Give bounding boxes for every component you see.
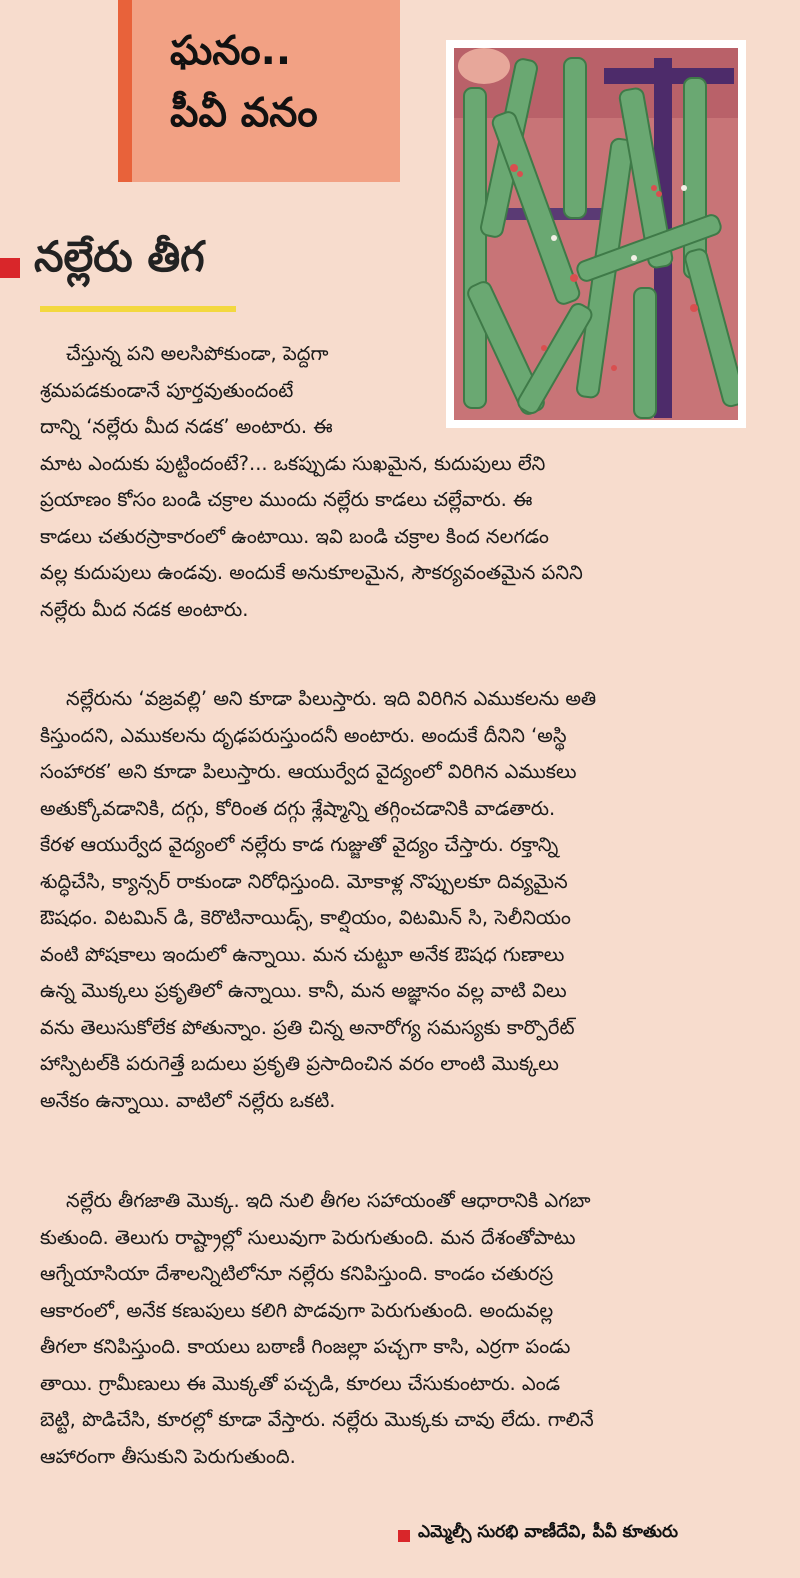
title-line-2: పీవీ వనం (170, 90, 318, 136)
page-title (170, 20, 400, 144)
paragraph-line: బెట్టి, పొడిచేసి, కూరల్లో కూడా వేస్తారు. నల్లేరు మొక్కకు చావు లేదు. గాలినే (40, 1408, 594, 1431)
subheading: నల్లేరు తీగ (34, 232, 205, 281)
paragraph-line: ఆహారంగా తీసుకుని పెరుగుతుంది. (40, 1444, 296, 1468)
paragraph-line: వను తెలుసుకోలేక పోతున్నాం. ప్రతి చిన్న అనారోగ్య సమస్యకు కార్పొరేట్ (40, 1015, 575, 1039)
paragraph-line: ఆకారంలో, అనేక కణుపులు కలిగి పొడవుగా పెరుగుతుంది. అందువల్ల (40, 1298, 554, 1322)
paragraph-line: తీగలా కనిపిస్తుంది. కాయలు బఠాణీ గింజల్లా పచ్చగా కాసి, ఎర్రగా పండు (40, 1335, 571, 1358)
paragraph-line: కిస్తుందని, ఎముకలను దృఢపరుస్తుందనీ అంటారు. అందుకే దీనిని ‘అస్థి (40, 723, 567, 747)
paragraph-line: నల్లేరును ‘వజ్రవల్లి’ అని కూడా పిలుస్తారు. ఇది విరిగిన ఎముకలను అతి (66, 687, 597, 710)
paragraph-line: నల్లేరు తీగజాతి మొక్క. ఇది నులి తీగల సహాయంతో ఆధారానికి ఎగబా (66, 1189, 591, 1212)
paragraph-line: దాన్ని ‘నల్లేరు మీద నడక’ అంటారు. ఈ (40, 415, 333, 438)
paragraph-2 (40, 681, 596, 1119)
header-accent-bar (118, 0, 132, 182)
paragraph-line: కేరళ ఆయుర్వేద వైద్యంలో నల్లేరు కాడ గుజ్జుతో వైద్యం చేస్తారు. రక్తాన్ని (40, 833, 559, 856)
paragraph-line: ప్రయాణం కోసం బండి చక్రాల ముందు నల్లేరు కాడలు చల్లేవారు. ఈ (40, 488, 533, 511)
paragraph-line: కుతుంది. తెలుగు రాష్ట్రాల్లో సులువుగా పెరుగుతుంది. మన దేశంతోపాటు (40, 1225, 576, 1249)
paragraph-line: ఉన్న మొక్కలు ప్రకృతిలో ఉన్నాయి. కానీ, మన అజ్ఞానం వల్ల వాటి విలు (40, 979, 567, 1002)
paragraph-3 (40, 1183, 594, 1475)
paragraph-line: కాడలు చతురస్రాకారంలో ఉంటాయి. ఇవి బండి చక్రాల కింద నలగడం (40, 524, 549, 548)
subheading-marker (0, 258, 20, 278)
paragraph-line: వంటి పోషకాలు ఇందులో ఉన్నాయి. మన చుట్టూ అనేక ఔషధ గుణాలు (40, 942, 565, 966)
subheading-underline (40, 306, 236, 312)
paragraph-line: శ్రమపడకుండానే పూర్తవుతుందంటే (40, 378, 294, 402)
paragraph-line: మాట ఎందుకు పుట్టిందంటే?... ఒకప్పుడు సుఖమైన, కుదుపులు లేని (40, 451, 546, 475)
paragraph-line: సంహారక’ అని కూడా పిలుస్తారు. ఆయుర్వేద వైద్యంలో విరిగిన ఎముకలు (40, 760, 577, 783)
paragraph-line: నల్లేరు మీద నడక అంటారు. (40, 597, 249, 621)
title-line-1: ఘనం.. (170, 28, 292, 74)
paragraph-line: అనేకం ఉన్నాయి. వాటిలో నల్లేరు ఒకటి. (40, 1088, 336, 1112)
paragraph-line: శుద్ధిచేసి, క్యాన్సర్ రాకుండా నిరోధిస్తుంది. మోకాళ్ల నొప్పులకూ దివ్యమైన (40, 869, 568, 893)
paragraph-line: ఆగ్నేయాసియా దేశాలన్నిటిలోనూ నల్లేరు కనిపిస్తుంది. కాండం చతురస్ర (40, 1262, 554, 1285)
paragraph-line: తాయి. గ్రామీణులు ఈ మొక్కతో పచ్చడి, కూరలు చేసుకుంటారు. ఎండ (40, 1371, 561, 1395)
byline-marker (398, 1530, 410, 1542)
paragraph-line: అతుక్కోవడానికి, దగ్గు, కోరింత దగ్గు శ్లేష్మాన్ని తగ్గించడానికి వాడతారు. (40, 796, 556, 820)
paragraph-line: వల్ల కుదుపులు ఉండవు. అందుకే అనుకూలమైన, సౌకర్యవంతమైన పనిని (40, 561, 583, 584)
byline: ఎమ్మెల్సీ సురభి వాణీదేవి, పీవీ కూతురు (418, 1522, 678, 1542)
paragraph-line: చేస్తున్న పని అలసిపోకుండా, పెద్దగా (66, 342, 329, 365)
paragraph-line: ఔషధం. విటమిన్ డి, కెరొటినాయిడ్స్, కాల్షియం, విటమిన్ సి, సెలీనియం (40, 906, 571, 929)
paragraph-1 (40, 336, 583, 628)
paragraph-line: హాస్పిటల్‌కి పరుగెత్తే బదులు ప్రకృతి ప్రసాదించిన వరం లాంటి మొక్కలు (40, 1052, 559, 1075)
